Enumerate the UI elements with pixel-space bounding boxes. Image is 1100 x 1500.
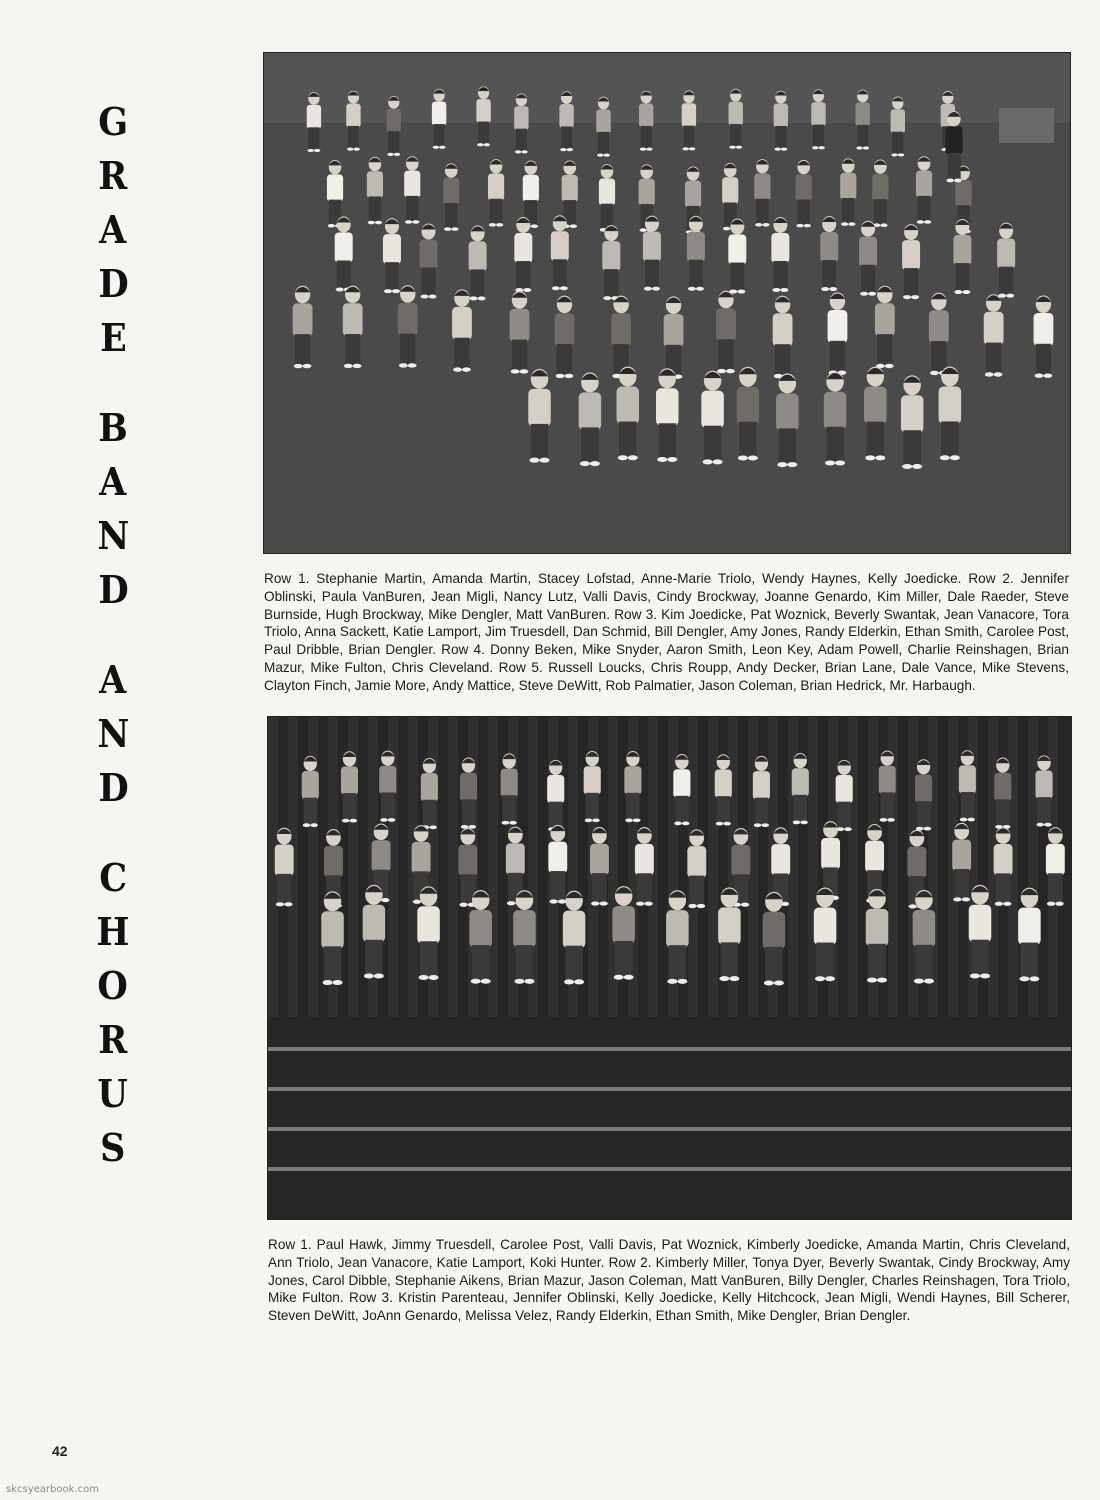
title-letter: B [98,405,128,450]
person-figure [612,886,635,980]
person-figure [840,158,856,226]
person-figure [729,89,743,149]
person-figure [773,296,793,378]
person-figure [548,825,567,904]
person-figure [820,216,838,291]
title-letter: N [97,711,129,756]
person-figure [346,91,360,151]
person-figure [590,827,609,906]
person-figure [443,163,459,230]
title-letter: E [99,315,127,360]
person-figure [792,753,809,824]
person-figure [643,216,661,291]
person-figure [753,756,770,827]
person-figure [1046,827,1065,906]
person-figure [763,892,786,986]
person-figure [664,296,684,378]
person-figure [383,218,401,293]
person-figure [716,291,736,373]
person-figure [555,296,575,379]
person-figure [1034,295,1054,378]
chorus-photo-caption: Row 1. Paul Hawk, Jimmy Truesdell, Carolee Post, Valli Davis, Pat Woznick, Kimberly Joedicke, Amanda Martin, Chris Cleveland, Ann Triolo, Jean Vanacore, Katie Lamport, Koki Hunter. Row 2. Kimberly Miller, Tonya Dyer, Beverly Swantak, Cindy Brockway, Amy Jones, Carol Dibble, Stephanie Aikens, Brian Mazur, Jason Coleman, Matt VanBuren, Billy Dengler, Charles Reinshagen, Tora Triolo, Mike Fulton. Row 3. Kristin Parenteau, Jennifer Oblinski, Kelly Joedicke, Kelly Hitchcock, Jean Migli, Wendi Haynes, Bill Scherer, Steven DeWitt, JoAnn Genardo, Melissa Velez, Randy Elderkin, Ethan Smith, Mike Dengler, Brian Dengler. [268,1237,1070,1324]
person-figure [984,294,1004,377]
person-figure [476,86,490,146]
person-figure [617,367,640,461]
person-figure [969,885,992,979]
person-figure [1018,888,1041,982]
person-figure [432,89,446,149]
person-figure [469,890,492,984]
person-figure [687,216,705,291]
person-figure [836,760,853,831]
person-figure [579,372,602,466]
person-figure [421,758,438,829]
person-figure [417,886,440,980]
person-figure [856,90,870,150]
title-letter: C [99,855,127,900]
person-figure [774,91,788,151]
title-letter: A [99,459,127,504]
person-figure [673,754,690,825]
person-figure [814,888,837,982]
title-letter: R [98,153,128,198]
person-figure [1036,755,1053,826]
person-figure [994,827,1013,906]
person-figure [737,367,760,461]
person-figure [901,375,924,469]
person-figure [872,160,888,228]
title-letter: O [97,963,129,1008]
chorus-photo-image [268,717,1071,1219]
person-figure [666,890,689,984]
person-figure [916,156,932,224]
title-letter: H [96,909,130,954]
person-figure [859,221,877,296]
title-word [96,653,131,815]
title-letter: N [97,513,129,558]
title-letter: S [100,1125,126,1170]
person-figure [293,286,313,369]
person-figure [584,751,601,822]
person-figure [514,93,528,153]
person-figure [510,291,530,374]
title-word [97,95,130,365]
person-figure [460,758,477,829]
title-letter: A [99,207,127,252]
title-letter: R [98,1017,128,1062]
person-figure [514,217,532,292]
person-figure [599,164,615,232]
person-figure [452,289,472,372]
person-figure [953,219,971,294]
title-letter: U [97,1071,129,1116]
watermark: skcsyearbook.com [6,1484,99,1495]
person-figure [811,89,825,149]
person-figure [563,891,586,985]
person-figure [488,159,504,227]
page-number: 42 [52,1443,68,1459]
person-figure [994,757,1011,828]
person-figure [656,368,679,462]
band-photo-image [264,53,1070,553]
person-figure [420,223,438,298]
title-letter: D [97,261,129,306]
person-figure [945,111,962,182]
title-letter: G [98,99,128,144]
person-figure [902,224,920,299]
person-figure [307,92,321,152]
band-group-photo [263,52,1071,554]
person-figure [341,751,358,822]
title-word [96,401,131,617]
person-figure [824,372,847,466]
person-figure [275,828,294,907]
person-figure [754,159,770,227]
person-figure [528,369,551,463]
person-figure [891,97,905,157]
person-figure [379,751,396,822]
person-figure [701,371,724,465]
person-figure [828,292,848,375]
person-figure [915,759,932,830]
person-figure [602,225,620,300]
title-word [95,851,131,1175]
person-figure [624,751,641,822]
person-figure [559,91,573,151]
person-figure [715,754,732,825]
person-figure [363,885,386,979]
person-figure [596,97,610,157]
person-figure [864,367,887,461]
person-figure [682,90,696,150]
person-figure [513,890,536,984]
person-figure [879,751,896,822]
person-figure [796,160,812,227]
person-figure [913,890,936,984]
chorus-group-photo [267,716,1072,1220]
person-figure [959,750,976,821]
page-title-vertical [78,95,148,1211]
band-photo-caption: Row 1. Stephanie Martin, Amanda Martin, Stacey Lofstad, Anne-Marie Triolo, Wendy Haynes, Kelly Joedicke. Row 2. Jennifer Oblinski, Paula VanBuren, Jean Migli, Nancy Lutz, Valli Davis, Cindy Brockway, Joanne Genardo, Kim Miller, Dale Raeder, Steve Burnside, Hugh Brockway, Mike Dengler, Matt VanBuren. Row 3. Kim Joedicke, Pat Woznick, Beverly Swantak, Jean Vanacore, Tora Triolo, Anna Sackett, Katie Lamport, Jim Truesdell, Dan Schmid, Bill Dengler, Amy Jones, Randy Elderkin, Ethan Smith, Carolee Post, Paul Dribble, Brian Dengler. Row 4. Donny Beken, Mike Snyder, Aaron Smith, Leon Key, Adam Powell, Charlie Reinshagen, Brian Mazur, Mike Fulton, Chris Cleveland. Row 5. Russell Loucks, Chris Roupp, Andy Decker, Brian Lane, Dale Vance, Mike Stevens, Clayton Finch, Jamie More, Andy Mattice, Steve DeWitt, Rob Palmatier, Jason Coleman, Brian Hedrick, Mr. Harbaugh. [264,571,1069,693]
person-figure [929,293,949,375]
person-figure [335,217,353,292]
person-figure [398,285,418,368]
title-letter: A [99,657,127,702]
person-figure [302,756,319,827]
person-figure [771,217,789,292]
title-letter: D [97,765,129,810]
person-figure [343,286,363,368]
person-figure [321,891,344,985]
person-figure [611,296,631,378]
person-figure [469,225,487,300]
person-figure [952,823,971,902]
person-figure [404,156,420,224]
person-figure [718,887,741,981]
person-figure [728,219,746,294]
person-figure [551,215,569,290]
person-figure [875,286,895,369]
person-figure [687,829,706,908]
person-figure [547,760,564,831]
person-figure [635,827,654,906]
person-figure [997,223,1015,298]
person-figure [387,96,401,156]
title-letter: D [97,567,129,612]
person-figure [776,373,799,467]
person-figure [639,91,653,151]
person-figure [939,366,962,460]
person-figure [501,753,518,824]
person-figure [866,889,889,983]
person-figure [367,157,383,225]
